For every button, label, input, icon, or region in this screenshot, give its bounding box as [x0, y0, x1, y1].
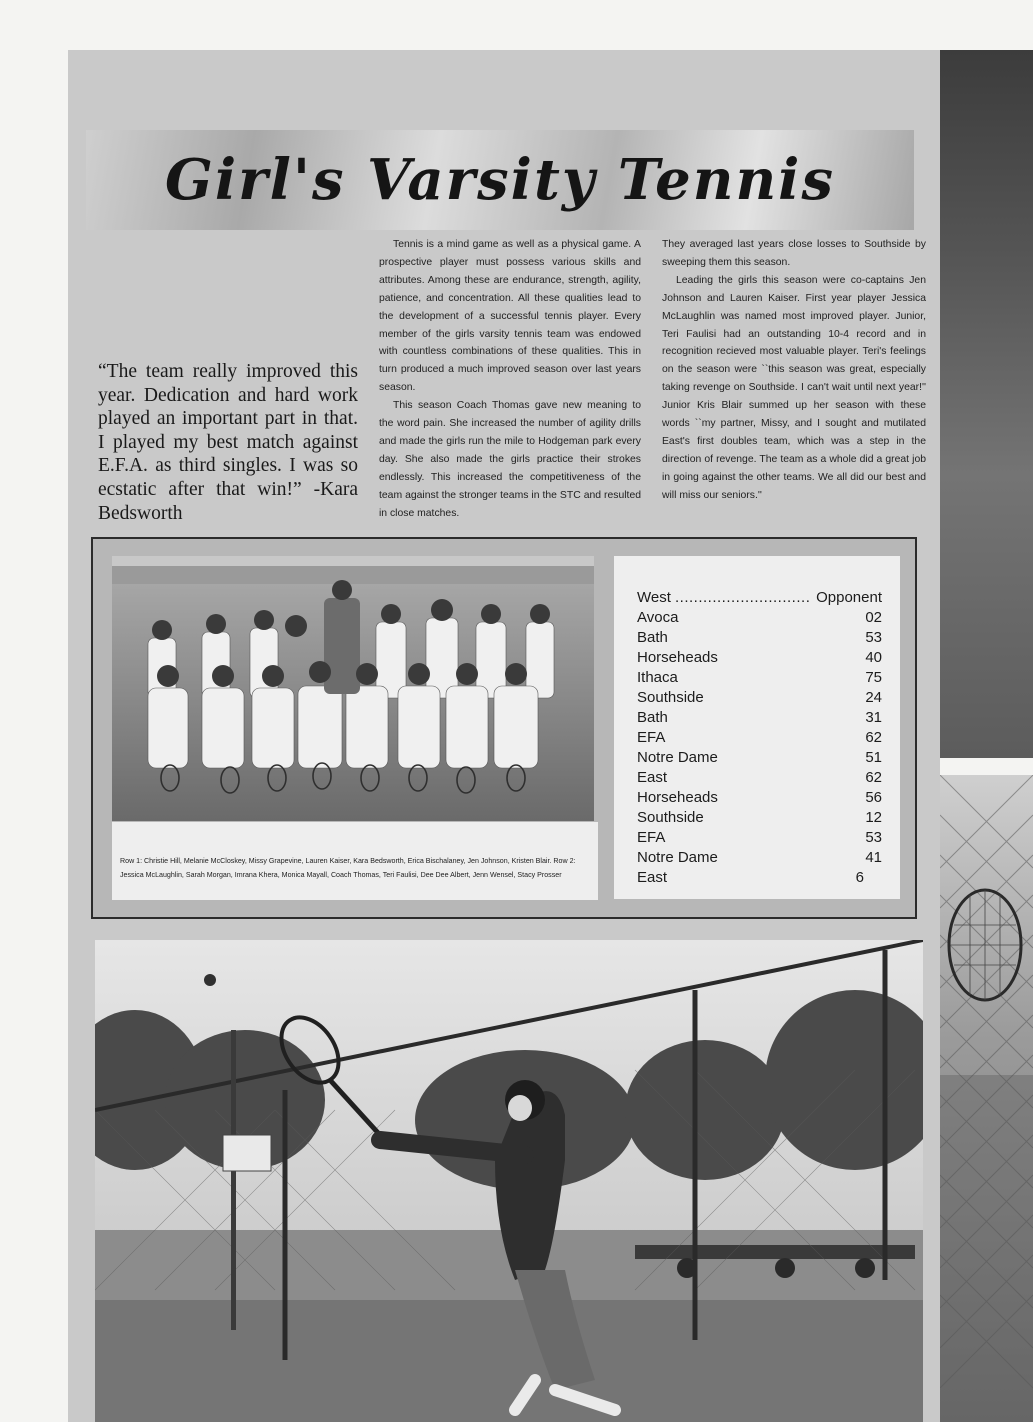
edge-photo-building [940, 50, 1033, 758]
score-row [637, 828, 882, 848]
article-paragraph: Leading the girls this season were co-captains Jen Johnson and Lauren Kaiser. First year player Jessica McLaughlin was named most improved player. Junior, Teri Faulisi had an outstanding 10-4 record and in recognition recieved most valuable player. Teri's feelings on the season were ``this season was great, especially taking revenge on Southside. I can't wait until next year!'' Junior Kris Blair summed up her season with these words ``my partner, Missy, and I sought and mutilated East's first doubles team, which was a step in the direction of revenge. The team as a whole did a great job in going against the other teams. We all did our best and will miss our seniors.'' [662, 274, 926, 501]
score-row [637, 648, 882, 668]
title-banner [86, 130, 914, 230]
page-title: Girl's Varsity Tennis [165, 147, 835, 213]
opponent-name: Notre Dame [637, 749, 718, 766]
opponent-score: 24 [865, 689, 882, 706]
article-paragraph: They averaged last years close losses to Southside by sweeping them this season. [662, 239, 926, 268]
opponent-score: 40 [865, 649, 882, 666]
opponent-name: East [637, 769, 668, 786]
player-quote: “The team really improved this year. Dedication and hard work played an important part in that. I played my best match against E.F.A. as third singles. I was so ecstatic after that win!” -Kara Bedsworth [98, 361, 358, 524]
score-row [637, 728, 882, 748]
scoreboard-header-dots: ............................. [675, 589, 811, 606]
opponent-score: 53 [865, 829, 882, 846]
team-photo-caption: Row 1: Christie Hill, Melanie McCloskey, Missy Grapevine, Lauren Kaiser, Kara Bedsworth, Erica Bischalaney, Jen Johnson, Kristen Blair. Row 2: Jessica McLaughlin, Sarah Morgan, Imrana Khera, Monica Mayall, Coach Thomas, Teri Faulisi, Dee Dee Albert, Jenn Wensel, Stacy Prosser [120, 857, 576, 879]
team-photo [112, 556, 594, 821]
score-row [637, 788, 882, 808]
score-row [637, 808, 882, 828]
score-row [637, 608, 882, 628]
article-column-1 [379, 236, 641, 523]
opponent-score: 41 [865, 849, 882, 866]
scoreboard-header-right: Opponent [816, 589, 882, 606]
score-row [637, 768, 882, 788]
article-paragraph: Tennis is a mind game as well as a physical game. A prospective player must possess various skills and attributes. Among these are endurance, strength, agility, patience, and concentration. All these qualities lead to the development of a successful tennis player. Every member of the girls varsity tennis team was endowed with countless combinations of these qualities. This in turn produced a much improved season over last years season. [379, 239, 641, 394]
article-paragraph: This season Coach Thomas gave new meaning to the word pain. She increased the number of agility drills and made the girls run the mile to Hodgeman park every day. She also made the girls practice their strokes endlessly. This increased the competitiveness of the team against the stronger teams in the STC and resulted in close matches. [379, 400, 641, 519]
opponent-name: Ithaca [637, 669, 678, 686]
article-column-2 [662, 236, 926, 505]
score-row [637, 628, 882, 648]
opponent-name: Notre Dame [637, 849, 718, 866]
scoreboard-header [637, 588, 882, 608]
opponent-score: 62 [865, 729, 882, 746]
opponent-score: 51 [865, 749, 882, 766]
opponent-name: Bath [637, 709, 668, 726]
score-row [637, 848, 882, 868]
scoreboard-header-left: West [637, 589, 671, 606]
opponent-score: 6 [855, 869, 864, 886]
opponent-name: Southside [637, 809, 704, 826]
opponent-score: 62 [865, 769, 882, 786]
score-row [637, 688, 882, 708]
opponent-score: 53 [865, 629, 882, 646]
opponent-name: Southside [637, 689, 704, 706]
opponent-score: 56 [865, 789, 882, 806]
score-row [637, 748, 882, 768]
score-row [637, 668, 882, 688]
opponent-name: Horseheads [637, 789, 718, 806]
edge-photo-tennis-net [940, 775, 1033, 1422]
opponent-name: EFA [637, 729, 666, 746]
opponent-name: Horseheads [637, 649, 718, 666]
opponent-name: Bath [637, 629, 668, 646]
opponent-score: 12 [865, 809, 882, 826]
opponent-name: EFA [637, 829, 666, 846]
opponent-score: 31 [865, 709, 882, 726]
opponent-name: East [637, 869, 668, 886]
opponent-score: 75 [865, 669, 882, 686]
action-photo [95, 940, 923, 1422]
opponent-score: 02 [865, 609, 882, 626]
score-row [637, 708, 882, 728]
score-row [637, 868, 882, 888]
opponent-name: Avoca [637, 609, 679, 626]
